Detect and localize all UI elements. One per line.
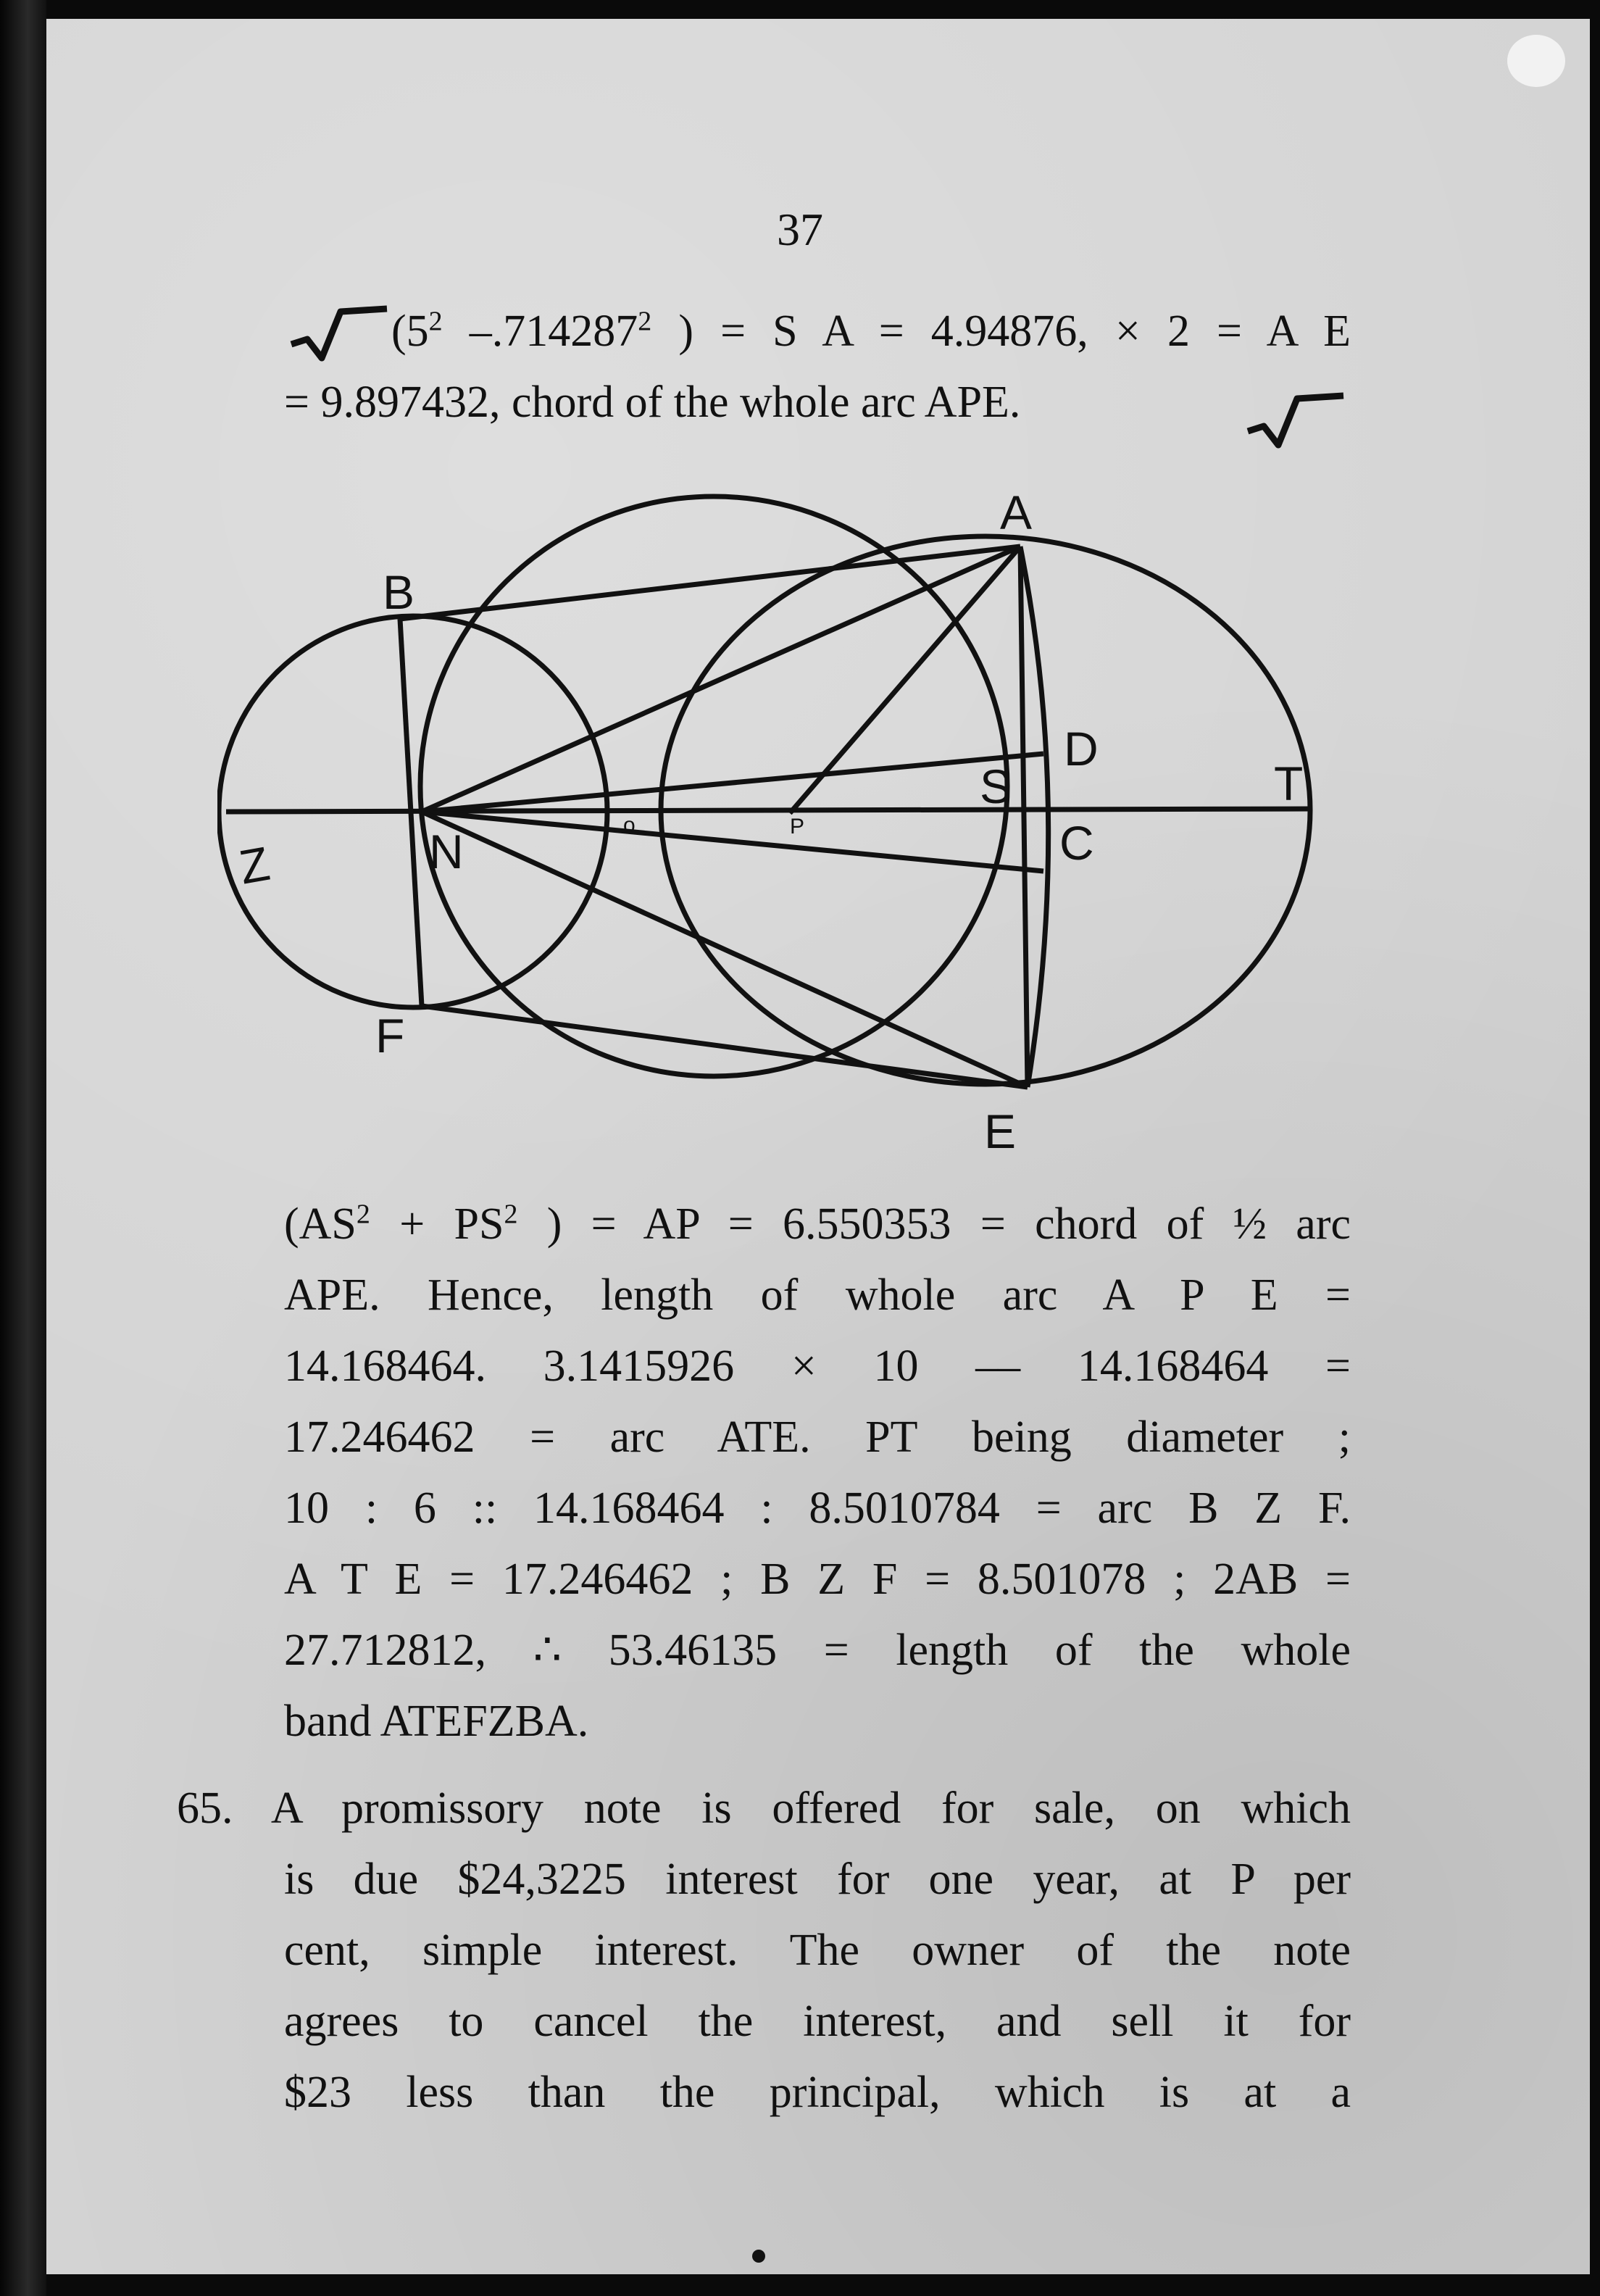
paragraph-line: 14.168464. 3.1415926 × 10 –– 14.168464 = (284, 1342, 1351, 1391)
label-C: C (1059, 816, 1094, 870)
formula-text: (5 (391, 307, 429, 356)
label-D: D (1064, 722, 1099, 775)
label-N: N (429, 825, 464, 878)
scan-speck (752, 2250, 765, 2263)
formula-superscript: 2 (356, 1199, 370, 1230)
formula-text: (AS (284, 1199, 357, 1249)
paragraph-line: band ATEFZBA. (284, 1697, 589, 1746)
formula-text: + PS (370, 1199, 504, 1249)
geometry-figure (217, 484, 1348, 1165)
formula-superscript: 2 (428, 306, 443, 337)
label-B: B (383, 565, 415, 619)
paragraph-line: APE. Hence, length of whole arc A P E = (284, 1270, 1351, 1320)
formula-text: –.714287 (442, 307, 638, 356)
line-nc (422, 812, 1043, 871)
paragraph-line: 17.246462 = arc ATE. PT being diameter ; (284, 1413, 1351, 1462)
line-ae (1020, 546, 1028, 1087)
formula-line (284, 296, 1351, 367)
formula-superscript: 2 (504, 1199, 518, 1230)
formula-text: ) = AP = 6.550353 = chord of ½ arc (517, 1199, 1351, 1249)
label-Z: Z (235, 836, 274, 894)
label-F: F (375, 1009, 405, 1062)
paragraph-line: agrees to cancel the interest, and sell it for (284, 1997, 1351, 2046)
formula-superscript: 2 (638, 306, 652, 337)
page-number: 37 (777, 204, 823, 255)
line-nd (422, 754, 1043, 812)
paragraph-line: 10 : 6 :: 14.168464 : 8.5010784 = arc B Z F. (284, 1484, 1351, 1533)
formula-line: = 9.897432, chord of the whole arc APE. (284, 378, 1021, 427)
diameter-line (226, 809, 1310, 812)
label-E: E (984, 1105, 1017, 1158)
solution-paragraph (284, 1189, 1351, 1757)
paragraph-line: A T E = 17.246462 ; B Z F = 8.501078 ; 2AB = (284, 1555, 1351, 1604)
paragraph-line: $23 less than the principal, which is at a (284, 2068, 1351, 2117)
paragraph-line: is due $24,3225 interest for one year, at P per (284, 1855, 1351, 1904)
paragraph-line (284, 1189, 1351, 1260)
line-ba (400, 546, 1020, 619)
label-S: S (980, 760, 1012, 813)
paragraph-line: 65. A promissory note is offered for sale, on which (177, 1784, 1351, 1833)
paragraph-line: cent, simple interest. The owner of the note (284, 1926, 1351, 1975)
problem-65-paragraph (171, 1773, 1351, 2128)
paragraph-line: 27.712812, ∴ 53.46135 = length of the whole (284, 1626, 1351, 1675)
label-P: P (790, 815, 805, 839)
formula-text: ) = S A = 4.94876, × 2 = A E (651, 307, 1351, 356)
formula-block (284, 296, 1351, 438)
scan-speck (1507, 35, 1565, 87)
label-o: o (623, 813, 636, 837)
scan-border (0, 0, 46, 2296)
label-T: T (1274, 757, 1304, 810)
label-A: A (1000, 486, 1033, 539)
line-na (422, 546, 1020, 812)
